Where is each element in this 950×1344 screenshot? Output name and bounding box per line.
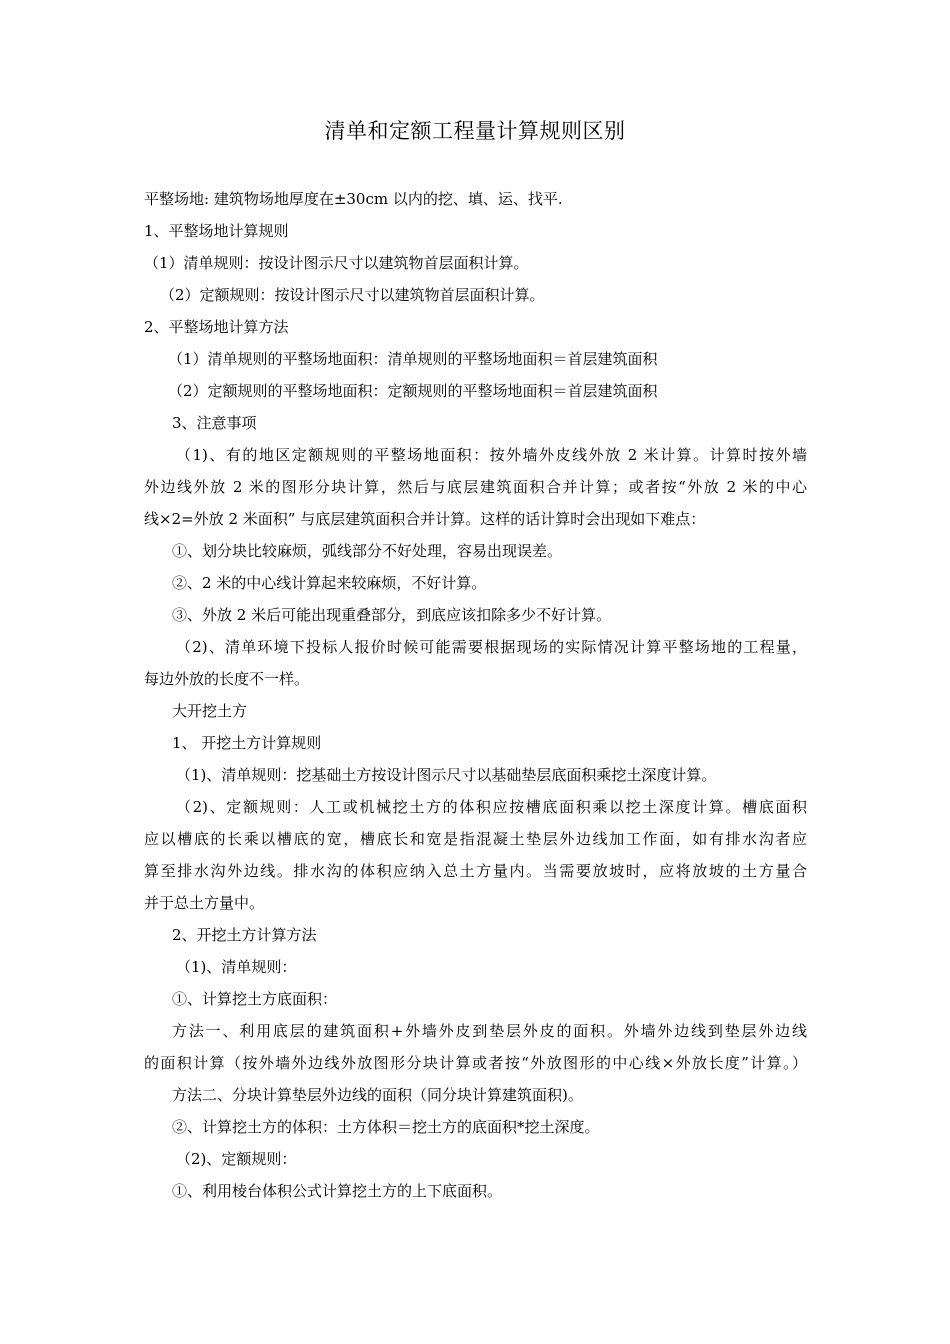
paragraph-line: （2)、定额规则：	[176, 1150, 297, 1168]
paragraph-line: 算至排水沟外边线。排水沟的体积应纳入总土方量内。当需要放坡时，应将放坡的土方量合	[144, 862, 807, 880]
list-item: ①、划分块比较麻烦，弧线部分不好处理，容易出现误差。	[172, 542, 563, 560]
list-item: ②、计算挖土方的体积：土方体积＝挖土方的底面积*挖土深度。	[172, 1118, 600, 1136]
document-title: 清单和定额工程量计算规则区别	[324, 119, 626, 143]
section-heading: 3、注意事项	[172, 414, 257, 432]
paragraph-line: （2）定额规则的平整场地面积：定额规则的平整场地面积＝首层建筑面积	[168, 382, 658, 400]
section-heading: 2、开挖土方计算方法	[172, 926, 317, 944]
list-item: ①、计算挖土方底面积：	[172, 990, 338, 1008]
list-item: ②、2 米的中心线计算起来较麻烦，不好计算。	[172, 574, 487, 592]
paragraph-line: （1)、有的地区定额规则的平整场地面积：按外墙外皮线外放 2 米计算。计算时按外墙	[176, 446, 807, 464]
paragraph-line: 并于总土方量中。	[144, 894, 265, 912]
paragraph-line: （1）清单规则的平整场地面积：清单规则的平整场地面积＝首层建筑面积	[168, 350, 658, 368]
paragraph-line: 平整场地: 建筑物场地厚度在±30cm 以内的挖、填、运、找平.	[144, 190, 563, 208]
paragraph-line: 线×2=外放 2 米面积” 与底层建筑面积合并计算。这样的话计算时会出现如下难点：	[144, 510, 706, 528]
section-heading: 大开挖土方	[172, 702, 248, 720]
list-item: ①、利用棱台体积公式计算挖土方的上下底面积。	[172, 1182, 503, 1200]
paragraph-line: 的面积计算（按外墙外边线外放图形分块计算或者按“外放图形的中心线×外放长度”计算。）	[144, 1054, 807, 1072]
section-heading: 1、平整场地计算规则	[144, 222, 289, 240]
paragraph-line: 外边线外放 2 米的图形分块计算，然后与底层建筑面积合并计算；或者按“外放 2 米的中心	[144, 478, 807, 496]
paragraph-line: 方法一、利用底层的建筑面积+外墙外皮到垫层外皮的面积。外墙外边线到垫层外边线	[172, 1022, 807, 1040]
paragraph-line: （2）定额规则：按设计图示尺寸以建筑物首层面积计算。	[160, 286, 545, 304]
section-heading: 2、平整场地计算方法	[144, 318, 289, 336]
paragraph-line: 每边外放的长度不一样。	[144, 670, 310, 688]
section-heading: 1、 开挖土方计算规则	[172, 734, 322, 752]
paragraph-line: （1）清单规则：按设计图示尺寸以建筑物首层面积计算。	[144, 254, 529, 272]
paragraph-line: 应以槽底的长乘以槽底的宽，槽底长和宽是指混凝土垫层外边线加工作面，如有排水沟者应	[144, 830, 807, 848]
list-item: ③、外放 2 米后可能出现重叠部分，到底应该扣除多少不好计算。	[172, 606, 612, 624]
paragraph-line: 方法二、分块计算垫层外边线的面积（同分块计算建筑面积)。	[172, 1086, 583, 1104]
paragraph-line: （1)、清单规则：挖基础土方按设计图示尺寸以基础垫层底面积乘挖土深度计算。	[176, 766, 717, 784]
paragraph-line: （2)、清单环境下投标人报价时候可能需要根据现场的实际情况计算平整场地的工程量，	[176, 638, 807, 656]
paragraph-line: （1)、清单规则：	[176, 958, 297, 976]
paragraph-line: （2)、定额规则：人工或机械挖土方的体积应按槽底面积乘以挖土深度计算。槽底面积	[176, 798, 807, 816]
